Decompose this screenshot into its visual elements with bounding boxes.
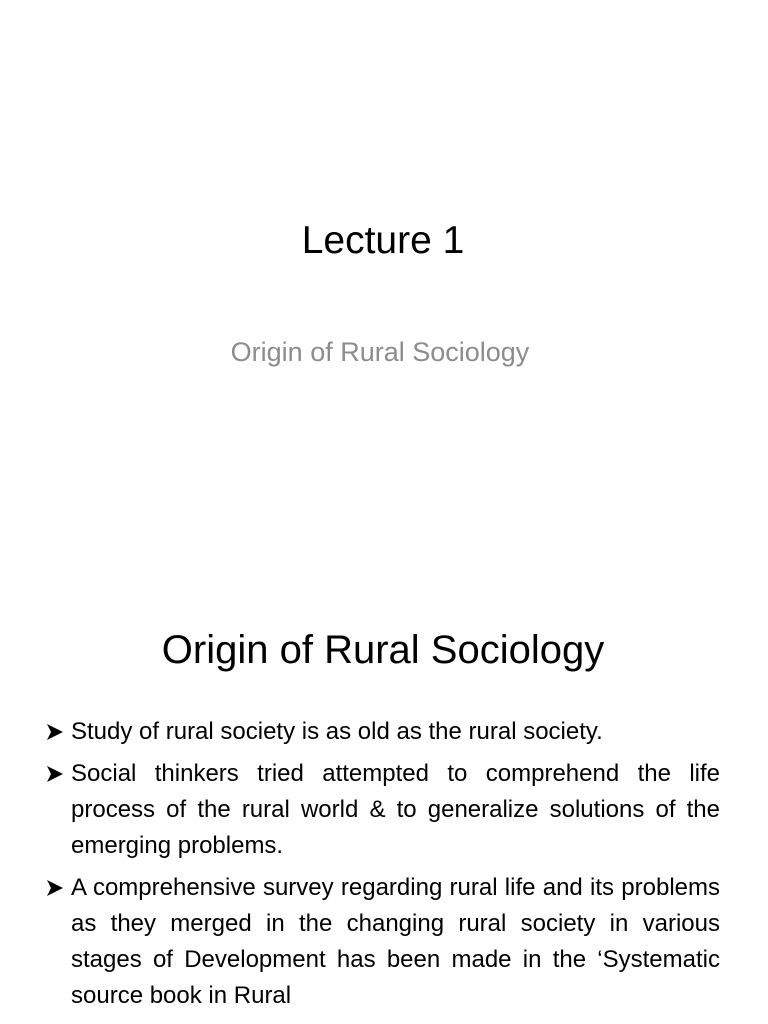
bullet-item bbox=[46, 756, 720, 864]
bullet-list bbox=[46, 714, 720, 1020]
arrowhead-bullet-icon bbox=[46, 756, 68, 792]
slide-subtitle: Origin of Rural Sociology bbox=[230, 337, 530, 367]
bullet-text: Social thinkers tried attempted to comprehend the life process of the rural world & to generalize solutions of the emerging problems. bbox=[71, 760, 720, 859]
bullet-item bbox=[46, 714, 720, 750]
bullet-item bbox=[46, 870, 720, 1014]
slide-heading: Origin of Rural Sociology bbox=[161, 628, 605, 672]
bullet-text: A comprehensive survey regarding rural life and its problems as they merged in the changing rural society in various stages of Development has been made in the ‘Systematic source book in Rural bbox=[71, 874, 720, 1009]
content-slide bbox=[0, 576, 768, 1024]
arrowhead-bullet-icon bbox=[46, 870, 68, 906]
arrowhead-bullet-icon bbox=[46, 714, 68, 750]
bullet-text: Study of rural society is as old as the rural society. bbox=[71, 718, 603, 745]
slide-title: Lecture 1 bbox=[301, 219, 465, 262]
